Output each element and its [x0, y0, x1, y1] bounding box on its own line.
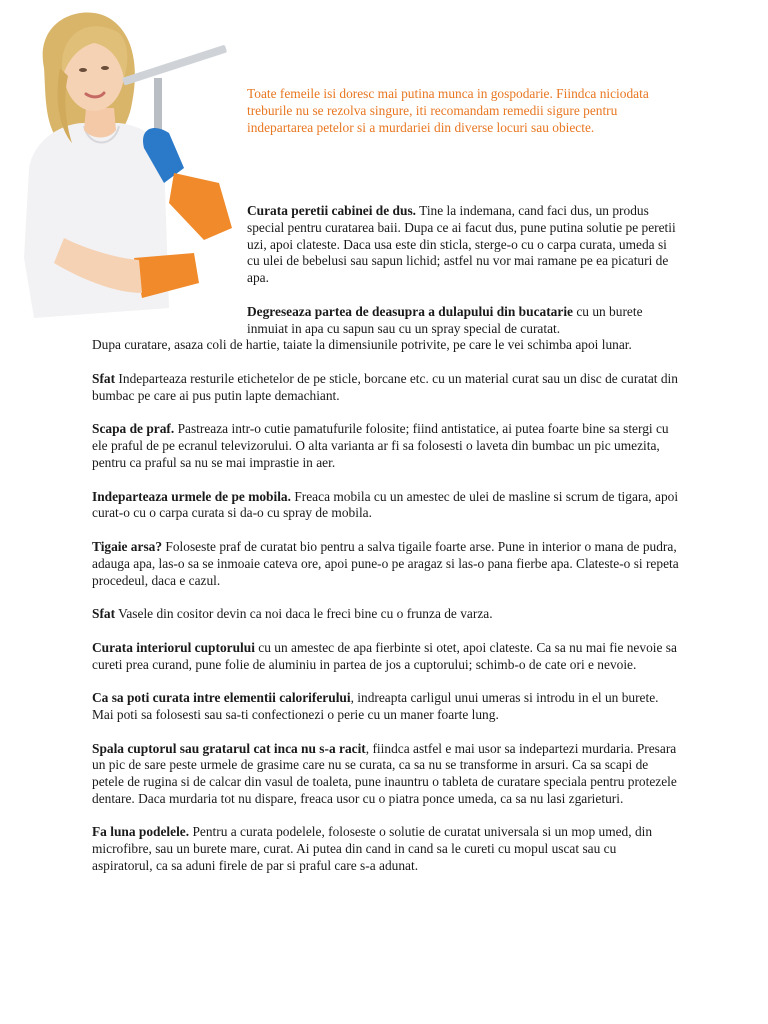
tip-paragraph [92, 337, 680, 354]
tip-title: Degreseaza partea de deasupra a dulapului din bucatarie [247, 303, 573, 319]
intro-text: Toate femeile isi doresc mai putina munca in gospodarie. Fiindca niciodata treburile nu se rezolva singure, iti recomandam remedii sigure pentru indepartarea petelor si a murdariei din diverse locuri sau obiecte. [247, 86, 649, 135]
tip-paragraph [92, 421, 680, 471]
tip-text: Pentru a curata podelele, foloseste o solutie de curatat universala si un mop umed, din microfibre, sau un burete mare, curat. Ai putea din cand in cand sa le cureti cu mopul uscat sau cu aspiratorul, ca sa aduni firele de par si praful care s-a adunat. [92, 824, 653, 874]
tip-paragraph [92, 606, 680, 623]
tip-text: Tine la indemana, cand faci dus, un produs special pentru curatarea baii. Dupa ce ai facut dus, pune putina solutie pe peretii uzi, apoi clateste. Daca usa este din sticla, sterge-o cu o carpa curata, umeda si cu ulei de bebelusi sau sapun lichid; astfel nu vor mai ramane pe ea picaturi de apa. [247, 203, 676, 286]
tips-list [92, 203, 680, 892]
tip-text: Freaca mobila cu un amestec de ulei de masline si scrum de tigara, apoi curat-o cu o carpa curata si da-o cu spray de mobila. [92, 488, 679, 521]
tip-title: Curata peretii cabinei de dus. [247, 203, 416, 218]
tip-text: Foloseste praf de curatat bio pentru a salva tigaile foarte arse. Pune in interior o mana de pudra, adauga apa, las-o sa se inmoaie cateva ore, apoi pune-o pe aragaz si las-o pana fierbe apa. Clateste-o si repeta procedeul, daca e cazul. [92, 538, 679, 588]
tip-text: Dupa curatare, asaza coli de hartie, taiate la dimensiunile potrivite, pe care le vei schimba apoi lunar. [92, 337, 632, 353]
tip-title: Fa luna podelele. [92, 824, 190, 840]
tip-paragraph [92, 690, 680, 724]
tip-title: Curata interiorul cuptorului [92, 639, 255, 655]
tip-title: Tigaie arsa? [92, 538, 163, 554]
tip-paragraph [92, 489, 680, 523]
tip-text: Pastreaza intr-o cutie pamatufurile folosite; fiind antistatice, ai putea foarte bine sa stergi cu ele praful de pe ecranul televizorului. O alta varianta ar fi sa folosesti o laveta din bumbac un pic umezita, pentru ca praful sa nu se mai imprastie in aer. [92, 421, 669, 470]
tip-paragraph [247, 203, 680, 287]
tip-title: Indeparteaza urmele de pe mobila. [92, 488, 291, 504]
tip-text: cu un amestec de apa fierbinte si otet, apoi clateste. Ca sa nu mai fie nevoie sa cureti prea curand, pune folie de aluminiu in partea de jos a cuptorului; schimb-o de cate ori e nevoie. [92, 639, 677, 672]
tip-paragraph [92, 824, 680, 874]
tip-text: Indeparteaza resturile etichetelor de pe sticle, borcane etc. cu un material curat sau un disc de curatat din bumbac pe care ai pus putin lapte demachiant. [92, 370, 678, 403]
tip-title: Sfat [92, 370, 116, 386]
tip-text: , fiindca astfel e mai usor sa indepartezi murdaria. Presara un pic de sare peste urmele de grasime care nu se curata, ca sa nu se transforme in arsuri. Ca sa scapi de petele de rugina si de calcar din vasul de toaleta, pune inauntru o tableta de curatare speciala pentru protezele dentare. Daca murdaria tot nu dispare, freaca usor cu o piatra ponce umeda, ca sa nu lasi zgarieturi. [92, 740, 677, 806]
tip-title: Sfat [92, 606, 116, 622]
tip-text: cu un burete inmuiat in apa cu sapun sau cu un spray special de curatat. [247, 303, 643, 336]
tip-paragraph [92, 640, 680, 674]
tip-title: Scapa de praf. [92, 421, 175, 437]
tip-paragraph [247, 304, 680, 338]
tip-paragraph [92, 539, 680, 589]
tip-paragraph [92, 741, 680, 808]
tip-text: , indreapta carligul unui umeras si introdu in el un burete. Mai poti sa folosesti sau sa-ti confectionezi o perie cu un maner foarte lung. [92, 690, 659, 722]
tip-text: Vasele din cositor devin ca noi daca le freci bine cu o frunza de varza. [115, 606, 493, 622]
tip-title: Ca sa poti curata intre elementii caloriferului [92, 690, 351, 706]
tip-paragraph [92, 371, 680, 405]
tip-title: Spala cuptorul sau gratarul cat inca nu s-a racit [92, 740, 366, 756]
